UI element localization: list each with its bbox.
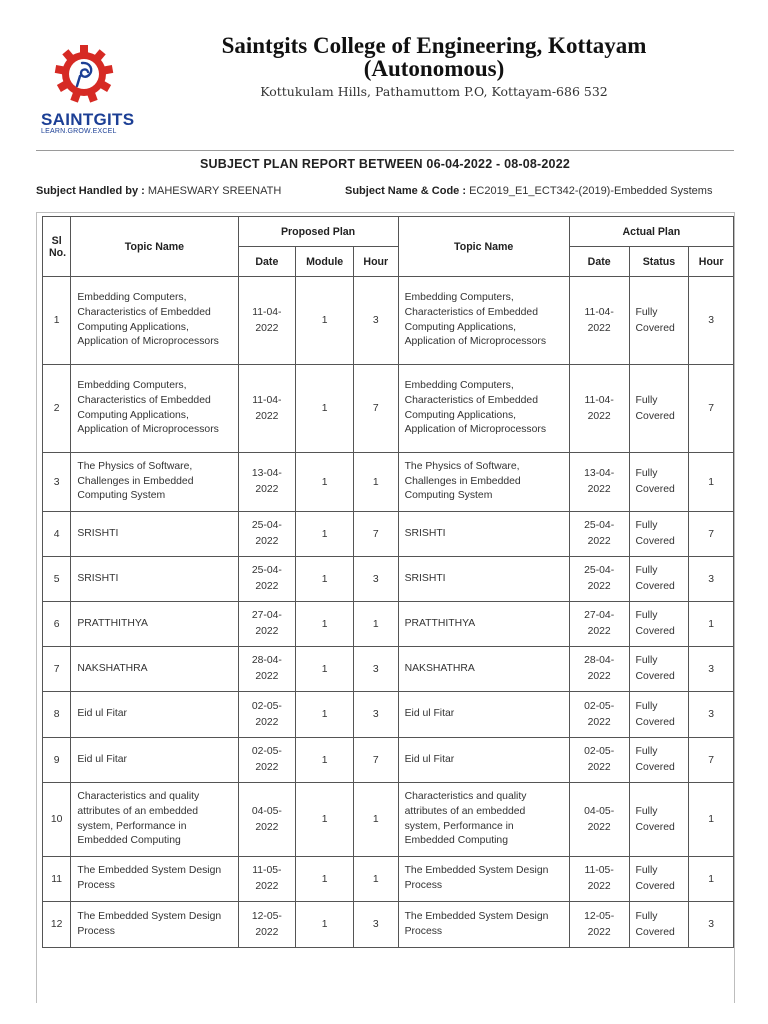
row-actual-topic: Eid ul Fitar — [398, 738, 569, 783]
row-proposed-date: 28-04-2022 — [238, 647, 296, 692]
row-sl: 9 — [43, 738, 71, 783]
row-proposed-date: 11-04-2022 — [238, 277, 296, 365]
row-actual-date: 27-04-2022 — [569, 602, 629, 647]
row-proposed-hour: 1 — [353, 453, 398, 512]
row-module: 1 — [296, 738, 354, 783]
row-status: Fully Covered — [629, 365, 689, 453]
row-topic: SRISHTI — [71, 557, 238, 602]
row-actual-hour: 3 — [689, 902, 734, 948]
col-status: Status — [629, 247, 689, 277]
row-status: Fully Covered — [629, 277, 689, 365]
row-proposed-date: 11-05-2022 — [238, 857, 296, 902]
row-proposed-hour: 1 — [353, 857, 398, 902]
row-proposed-hour: 7 — [353, 512, 398, 557]
row-sl: 2 — [43, 365, 71, 453]
col-module: Module — [296, 247, 354, 277]
row-sl: 7 — [43, 647, 71, 692]
college-name: Saintgits College of Engineering, Kottayam — [221, 33, 647, 58]
row-module: 1 — [296, 902, 354, 948]
subject-name-code — [345, 185, 712, 197]
row-module: 1 — [296, 647, 354, 692]
row-module: 1 — [296, 602, 354, 647]
row-proposed-date: 13-04-2022 — [238, 453, 296, 512]
row-status: Fully Covered — [629, 453, 689, 512]
row-proposed-date: 25-04-2022 — [238, 557, 296, 602]
row-sl: 8 — [43, 692, 71, 738]
col-actual-topic-name: Topic Name — [398, 217, 569, 277]
row-topic: SRISHTI — [71, 512, 238, 557]
row-actual-topic: Embedding Computers, Characteristics of Embedded Computing Applications, Application of Microprocessors — [398, 277, 569, 365]
row-actual-topic: Characteristics and quality attributes of an embedded system, Performance in Embedded Computing — [398, 783, 569, 857]
row-actual-topic: Embedding Computers, Characteristics of Embedded Computing Applications, Application of Microprocessors — [398, 365, 569, 453]
row-status: Fully Covered — [629, 738, 689, 783]
table-row — [43, 738, 734, 783]
table-row — [43, 557, 734, 602]
row-status: Fully Covered — [629, 902, 689, 948]
row-topic: Eid ul Fitar — [71, 738, 238, 783]
row-actual-hour: 3 — [689, 557, 734, 602]
header-divider — [36, 150, 734, 151]
row-actual-date: 13-04-2022 — [569, 453, 629, 512]
row-proposed-hour: 1 — [353, 783, 398, 857]
col-actual-hour: Hour — [689, 247, 734, 277]
row-actual-date: 11-05-2022 — [569, 857, 629, 902]
row-actual-hour: 1 — [689, 453, 734, 512]
logo-tagline: LEARN.GROW.EXCEL — [41, 128, 117, 135]
row-proposed-hour: 3 — [353, 902, 398, 948]
row-proposed-hour: 1 — [353, 602, 398, 647]
row-topic: Embedding Computers, Characteristics of Embedded Computing Applications, Application of Microprocessors — [71, 277, 238, 365]
row-status: Fully Covered — [629, 692, 689, 738]
row-sl: 6 — [43, 602, 71, 647]
row-proposed-hour: 3 — [353, 647, 398, 692]
row-proposed-date: 25-04-2022 — [238, 512, 296, 557]
row-proposed-date: 27-04-2022 — [238, 602, 296, 647]
row-proposed-date: 11-04-2022 — [238, 365, 296, 453]
row-actual-date: 02-05-2022 — [569, 692, 629, 738]
row-actual-hour: 3 — [689, 277, 734, 365]
row-proposed-date: 02-05-2022 — [238, 692, 296, 738]
row-proposed-date: 12-05-2022 — [238, 902, 296, 948]
row-status: Fully Covered — [629, 602, 689, 647]
table-row — [43, 692, 734, 738]
row-sl: 3 — [43, 453, 71, 512]
table-row — [43, 512, 734, 557]
row-topic: Embedding Computers, Characteristics of Embedded Computing Applications, Application of Microprocessors — [71, 365, 238, 453]
row-module: 1 — [296, 857, 354, 902]
row-actual-topic: SRISHTI — [398, 512, 569, 557]
gear-logo-icon — [36, 42, 132, 112]
row-actual-hour: 3 — [689, 692, 734, 738]
row-proposed-hour: 7 — [353, 738, 398, 783]
row-actual-topic: The Embedded System Design Process — [398, 857, 569, 902]
row-module: 1 — [296, 277, 354, 365]
row-topic: Characteristics and quality attributes of an embedded system, Performance in Embedded Computing — [71, 783, 238, 857]
subject-value: EC2019_E1_ECT342-(2019)-Embedded Systems — [469, 185, 713, 197]
row-actual-topic: Eid ul Fitar — [398, 692, 569, 738]
row-proposed-date: 04-05-2022 — [238, 783, 296, 857]
row-status: Fully Covered — [629, 557, 689, 602]
table-row — [43, 783, 734, 857]
col-proposed-date: Date — [238, 247, 296, 277]
college-title — [160, 34, 708, 80]
subject-handled-by — [36, 185, 281, 197]
row-actual-hour: 1 — [689, 857, 734, 902]
row-status: Fully Covered — [629, 857, 689, 902]
row-actual-topic: NAKSHATHRA — [398, 647, 569, 692]
handled-by-value: MAHESWARY SREENATH — [147, 185, 282, 197]
row-status: Fully Covered — [629, 783, 689, 857]
table-row — [43, 602, 734, 647]
table-row — [43, 365, 734, 453]
row-module: 1 — [296, 512, 354, 557]
row-actual-date: 04-05-2022 — [569, 783, 629, 857]
col-actual-plan: Actual Plan — [569, 217, 733, 247]
row-proposed-hour: 7 — [353, 365, 398, 453]
row-actual-topic: SRISHTI — [398, 557, 569, 602]
row-sl: 5 — [43, 557, 71, 602]
row-sl: 1 — [43, 277, 71, 365]
table-row — [43, 857, 734, 902]
table-row — [43, 647, 734, 692]
row-proposed-hour: 3 — [353, 557, 398, 602]
col-sl-no: Sl No. — [43, 217, 71, 277]
row-module: 1 — [296, 365, 354, 453]
row-actual-hour: 1 — [689, 783, 734, 857]
row-module: 1 — [296, 783, 354, 857]
row-actual-date: 02-05-2022 — [569, 738, 629, 783]
row-topic: NAKSHATHRA — [71, 647, 238, 692]
row-actual-date: 11-04-2022 — [569, 365, 629, 453]
row-status: Fully Covered — [629, 512, 689, 557]
row-actual-hour: 3 — [689, 647, 734, 692]
row-topic: The Physics of Software, Challenges in Embedded Computing System — [71, 453, 238, 512]
subject-plan-table — [42, 216, 734, 948]
row-actual-hour: 1 — [689, 602, 734, 647]
row-topic: PRATTHITHYA — [71, 602, 238, 647]
table-row — [43, 902, 734, 948]
row-actual-hour: 7 — [689, 512, 734, 557]
row-actual-date: 11-04-2022 — [569, 277, 629, 365]
row-status: Fully Covered — [629, 647, 689, 692]
college-address: Kottukulam Hills, Pathamuttom P.O, Kottayam-686 532 — [260, 84, 608, 99]
logo-wordmark: SAINTGITS — [41, 110, 135, 129]
row-topic: The Embedded System Design Process — [71, 857, 238, 902]
col-topic-name: Topic Name — [71, 217, 238, 277]
row-actual-date: 12-05-2022 — [569, 902, 629, 948]
row-sl: 11 — [43, 857, 71, 902]
subject-label: Subject Name & Code : — [345, 185, 467, 197]
row-module: 1 — [296, 453, 354, 512]
table-row — [43, 453, 734, 512]
row-proposed-date: 02-05-2022 — [238, 738, 296, 783]
col-proposed-plan: Proposed Plan — [238, 217, 398, 247]
row-topic: Eid ul Fitar — [71, 692, 238, 738]
row-actual-topic: The Embedded System Design Process — [398, 902, 569, 948]
college-status: (Autonomous) — [363, 56, 505, 81]
row-sl: 4 — [43, 512, 71, 557]
row-actual-hour: 7 — [689, 365, 734, 453]
col-actual-date: Date — [569, 247, 629, 277]
row-sl: 10 — [43, 783, 71, 857]
row-sl: 12 — [43, 902, 71, 948]
row-actual-date: 28-04-2022 — [569, 647, 629, 692]
row-actual-date: 25-04-2022 — [569, 557, 629, 602]
handled-by-label: Subject Handled by : — [36, 185, 145, 197]
table-row — [43, 277, 734, 365]
row-module: 1 — [296, 692, 354, 738]
row-topic: The Embedded System Design Process — [71, 902, 238, 948]
report-title: SUBJECT PLAN REPORT BETWEEN 06-04-2022 - 08-08-2022 — [199, 157, 571, 171]
row-module: 1 — [296, 557, 354, 602]
row-actual-topic: PRATTHITHYA — [398, 602, 569, 647]
row-actual-hour: 7 — [689, 738, 734, 783]
row-proposed-hour: 3 — [353, 277, 398, 365]
row-actual-date: 25-04-2022 — [569, 512, 629, 557]
row-proposed-hour: 3 — [353, 692, 398, 738]
row-actual-topic: The Physics of Software, Challenges in Embedded Computing System — [398, 453, 569, 512]
col-proposed-hour: Hour — [353, 247, 398, 277]
